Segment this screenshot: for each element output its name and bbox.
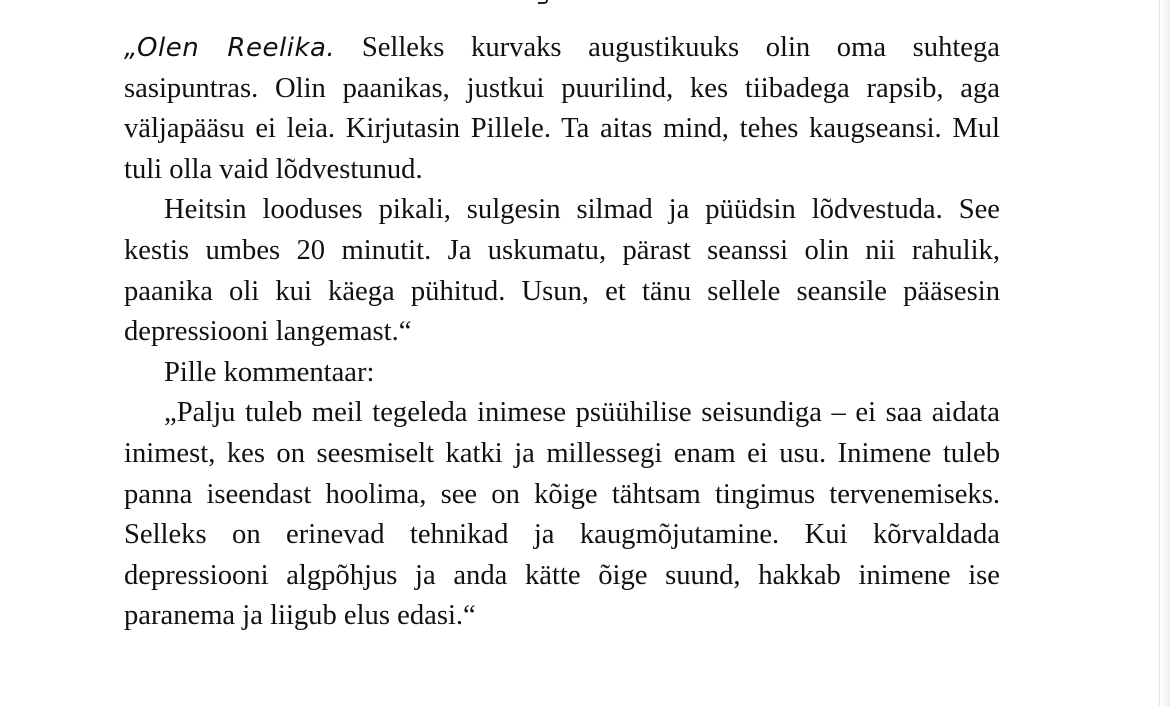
comment-heading: Pille kommentaar: [164,356,375,388]
body-text [124,28,1000,637]
page-edge [1159,0,1170,706]
author-intro: „Olen Reelika. [124,33,336,63]
cropped-glyph [538,0,548,4]
paragraph-testimonial-text: Selleks kurvaks augustikuuks olin oma suhtega sasipuntras. Olin paanikas, justkui puurilind, kes tiibadega rapsib, aga väljapääsu ei leia. Kirjutasin Pillele. Ta aitas mind, tehes kaugseansi. Mul tuli olla vaid lõdvestunud. [124,32,1000,185]
paragraph-session: Heitsin looduses pikali, sulgesin silmad ja püüdsin lõdvestuda. See kestis umbes 20 minutit. Ja uskumatu, pärast seanssi olin nii rahulik, paanika oli kui käega pühitud. Usun, et tänu sellele seansile pääsesin depressiooni langemast.“ [124,194,1000,348]
paragraph-comment: „Palju tuleb meil tegeleda inimese psüühilise seisundiga – ei saa aidata inimest, kes on seesmiselt katki ja millessegi enam ei usu. Inimene tuleb panna iseendast hoolima, see on kõige tähtsam tingimus tervenemiseks. Selleks on erinevad tehnikad ja kaugmõjutamine. Kui kõrvaldada depressiooni algpõhjus ja anda kätte õige suund, hakkab inimene ise paranema ja liigub elus edasi.“ [124,397,1000,632]
paragraph-testimonial [124,28,1000,190]
